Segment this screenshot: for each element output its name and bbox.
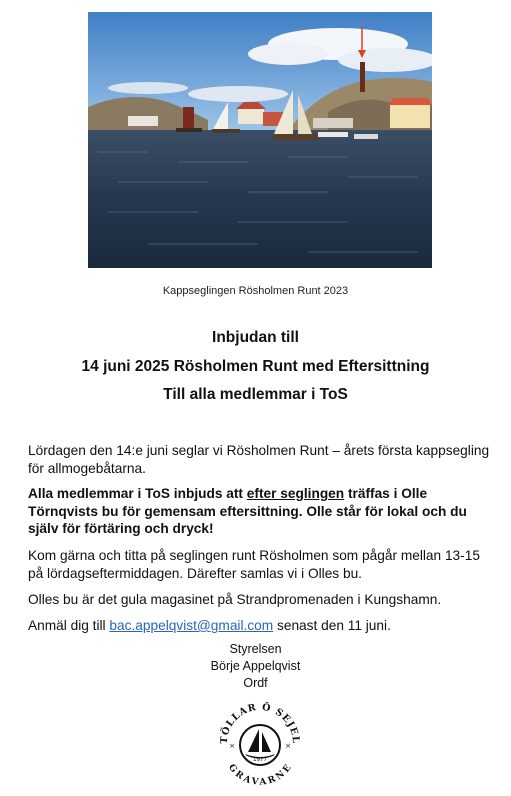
photo-caption: Kappseglingen Rösholmen Runt 2023 bbox=[162, 285, 349, 297]
paragraph-watch: Kom gärna och titta på seglingen runt Rösholmen som pågår mellan 13-15 på lördagseftermiddagen. Därefter samlas vi i Olles bu. bbox=[28, 548, 480, 581]
svg-text:GRAVARNE bbox=[226, 763, 294, 788]
harbor-photo bbox=[88, 12, 432, 268]
signup-text-end: senast den 11 juni. bbox=[273, 618, 391, 633]
paragraph-location: Olles bu är det gula magasinet på Strandpromenaden i Kungshamn. bbox=[28, 592, 442, 607]
signup-text-start: Anmäl dig till bbox=[28, 618, 110, 633]
paragraph-signup bbox=[28, 617, 498, 635]
paragraph-invitation bbox=[28, 485, 498, 538]
invitation-text-end: träffas i Olle Törnqvists bu för gemensam eftersittning. Olle står för lokal och du själv för förtäring och dryck! bbox=[28, 486, 467, 536]
photo-sailboats-harbor bbox=[88, 12, 432, 268]
svg-text:×: × bbox=[285, 742, 291, 750]
heading-event: 14 juni 2025 Rösholmen Runt med Eftersittning bbox=[81, 358, 430, 375]
signature-name: Börje Appelqvist bbox=[210, 659, 301, 673]
paragraph-intro: Lördagen den 14:e juni seglar vi Rösholmen Runt – årets första kappsegling för allmogebåtarna. bbox=[28, 443, 490, 476]
heading-invitation: Inbjudan till bbox=[212, 329, 299, 346]
logo-year: 1977 bbox=[253, 757, 267, 763]
logo-top-text: TÖLLAR Ô SEJEL bbox=[218, 701, 302, 745]
svg-text:×: × bbox=[229, 742, 235, 750]
invitation-text-start: Alla medlemmar i ToS inbjuds att bbox=[28, 486, 247, 501]
signature-title: Ordf bbox=[243, 676, 268, 690]
email-link[interactable]: bac.appelqvist@gmail.com bbox=[109, 618, 274, 633]
logo-bottom-text: GRAVARNE bbox=[225, 762, 295, 788]
signature-board: Styrelsen bbox=[229, 642, 282, 656]
invitation-text-underlined: efter seglingen bbox=[246, 486, 345, 501]
club-logo bbox=[215, 698, 305, 788]
heading-audience: Till alla medlemmar i ToS bbox=[163, 386, 348, 403]
sailboat-emblem-icon bbox=[215, 698, 305, 788]
